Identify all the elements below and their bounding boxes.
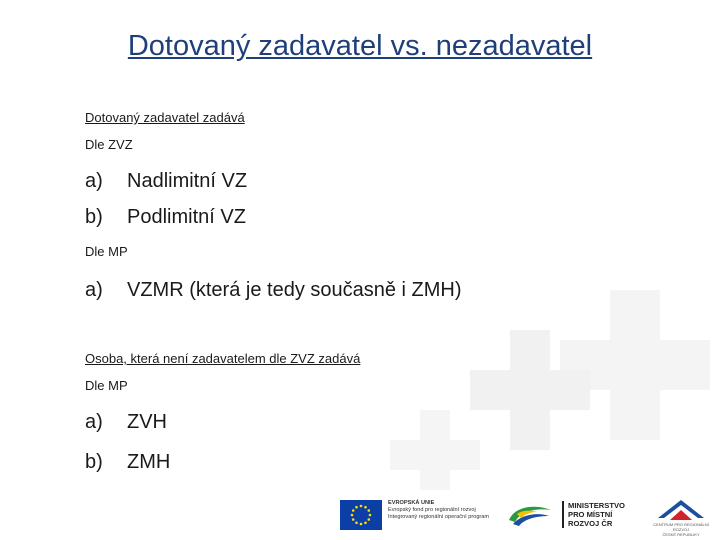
section-heading-osoba: Osoba, která není zadavatelem dle ZVZ zadává — [85, 351, 361, 366]
list-item — [85, 279, 462, 302]
group-label-zvz: Dle ZVZ — [85, 137, 133, 152]
list-item — [85, 206, 246, 229]
group-label-mp: Dle MP — [85, 378, 128, 393]
crr-logo-text: CENTRUM PRO REGIONÁLNÍ ROZVOJ ČESKÉ REPUBLIKY — [653, 522, 709, 537]
page-title: Dotovaný zadavatel vs. nezadavatel — [127, 30, 593, 62]
list-item-text: Podlimitní VZ — [127, 206, 246, 228]
background-decoration — [360, 290, 720, 490]
group-label-mp: Dle MP — [85, 244, 128, 259]
eu-flag-icon — [340, 500, 382, 530]
list-item-text: ZMH — [127, 451, 171, 473]
section-heading-dotovany: Dotovaný zadavatel zadává — [85, 110, 245, 125]
list-item — [85, 451, 170, 474]
list-marker: a) — [85, 411, 103, 433]
list-marker: a) — [85, 279, 103, 301]
list-marker: a) — [85, 170, 103, 192]
irop-swirl-logo-icon — [505, 500, 555, 530]
list-marker: b) — [85, 206, 103, 228]
footer-logos — [0, 490, 720, 540]
list-item-text: ZVH — [127, 411, 167, 433]
list-item-text: VZMR (která je tedy současně i ZMH) — [127, 279, 462, 301]
list-item-text: Nadlimitní VZ — [127, 170, 248, 192]
list-item — [85, 170, 247, 193]
eu-logo-text: EVROPSKÁ UNIE Evropský fond pro regionální rozvoj Integrovaný regionální operační program — [388, 500, 490, 520]
ministry-logo-text: MINISTERSTVO PRO MÍSTNÍ ROZVOJ ČR — [562, 501, 638, 528]
list-item — [85, 411, 167, 434]
list-marker: b) — [85, 451, 103, 473]
